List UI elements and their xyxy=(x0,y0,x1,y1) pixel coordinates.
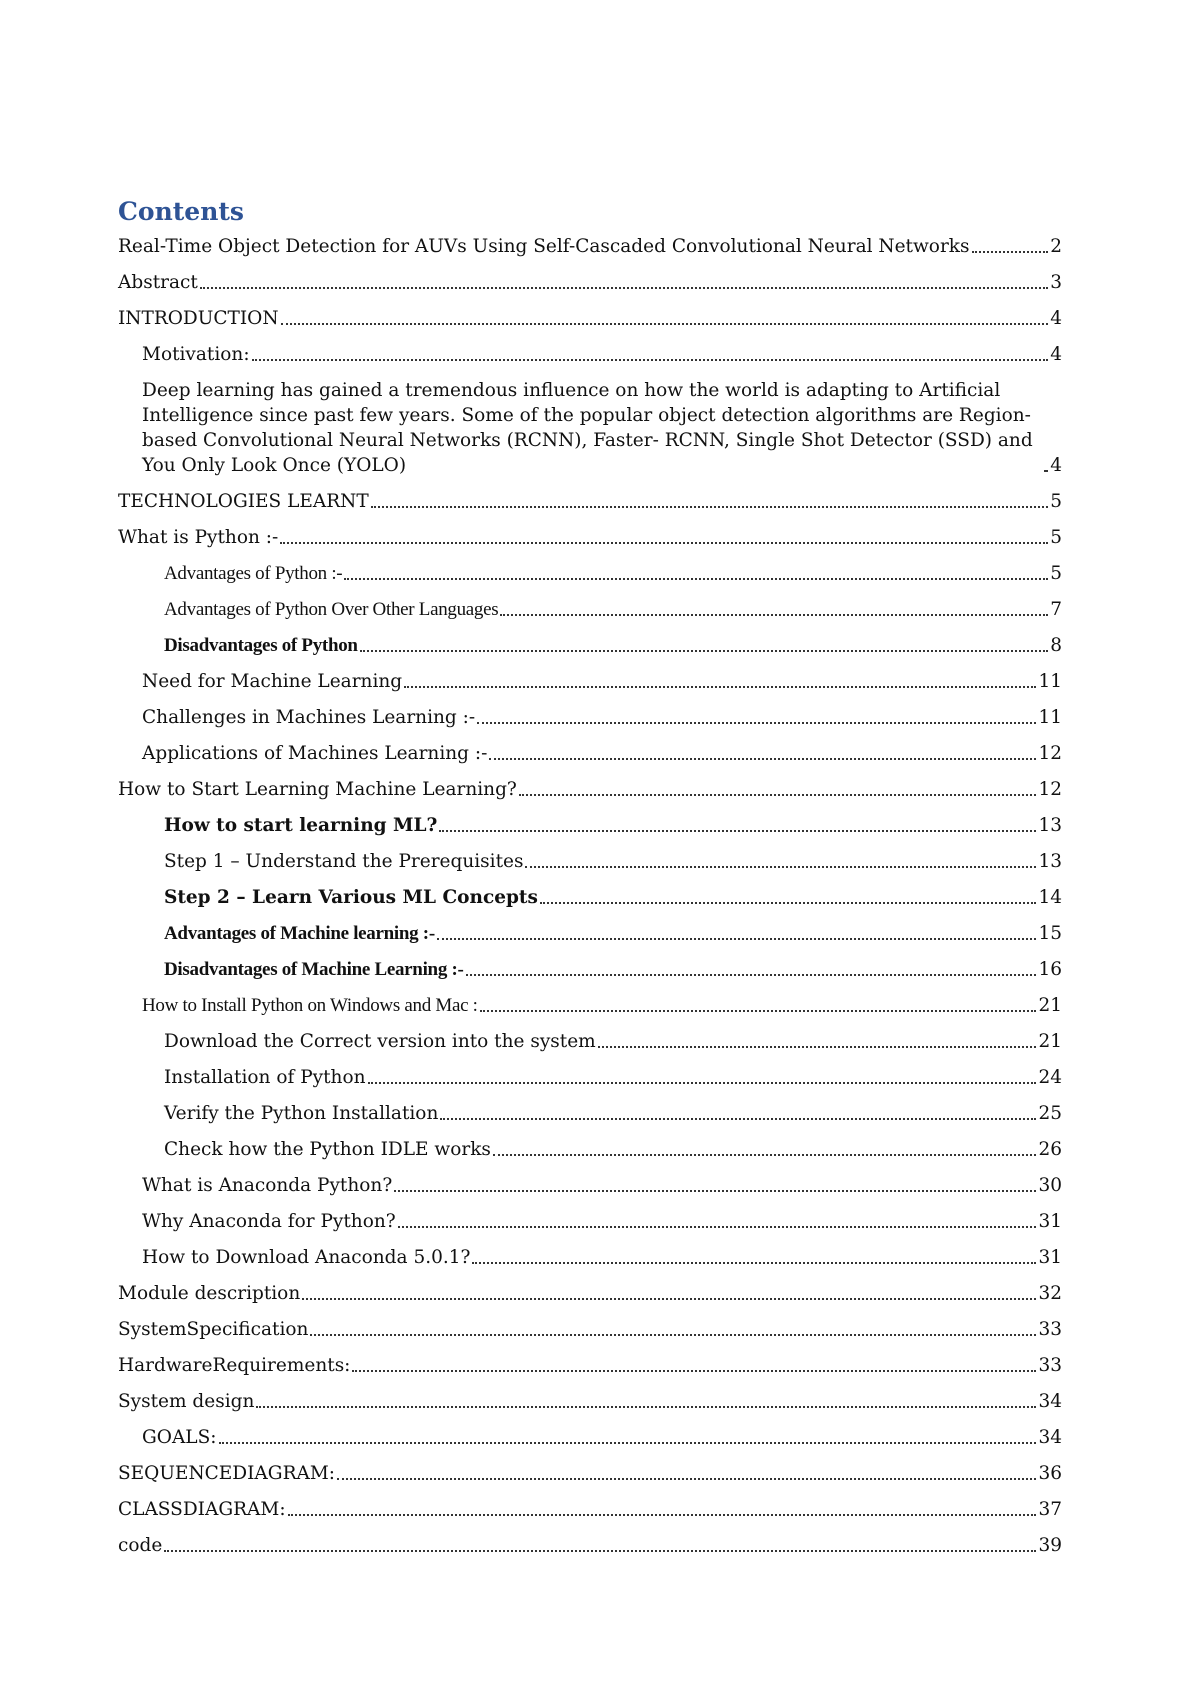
toc-entry-title: How to Start Learning Machine Learning? xyxy=(118,779,517,800)
toc-page-number: 33 xyxy=(1038,1319,1062,1340)
toc-entry-title: System design xyxy=(118,1391,255,1412)
dot-leader xyxy=(500,614,1048,616)
toc-entry-title: Applications of Machines Learning :- xyxy=(142,743,488,764)
toc-entry[interactable] xyxy=(118,957,1062,982)
toc-entry-title: code xyxy=(118,1535,163,1556)
toc-page-number: 13 xyxy=(1038,851,1062,872)
toc-entry[interactable] xyxy=(118,561,1062,586)
toc-page-number: 14 xyxy=(1038,887,1062,908)
toc-page-number: 33 xyxy=(1038,1355,1062,1376)
toc-page-number: 4 xyxy=(1050,455,1062,476)
toc-page-number: 31 xyxy=(1038,1247,1062,1268)
toc-page-number: 36 xyxy=(1038,1463,1062,1484)
toc-entry-title: Step 1 – Understand the Prerequisites xyxy=(164,851,524,872)
toc-page-number: 24 xyxy=(1038,1067,1062,1088)
toc-entry[interactable] xyxy=(118,705,1062,730)
toc-page-number: 30 xyxy=(1038,1175,1062,1196)
toc-page-number: 12 xyxy=(1038,779,1062,800)
toc-entry[interactable] xyxy=(118,813,1062,838)
dot-leader xyxy=(598,1046,1037,1048)
dot-leader xyxy=(281,323,1049,325)
dot-leader xyxy=(519,794,1037,796)
toc-page-number: 32 xyxy=(1038,1283,1062,1304)
toc-page-number: 2 xyxy=(1050,236,1062,257)
toc-entry[interactable] xyxy=(118,669,1062,694)
toc-page-number: 4 xyxy=(1050,344,1062,365)
toc-entry[interactable] xyxy=(118,306,1062,331)
toc-entry[interactable] xyxy=(118,1137,1062,1162)
dot-leader xyxy=(525,866,1036,868)
toc-entry-title: SEQUENCEDIAGRAM: xyxy=(118,1463,336,1484)
toc-entry[interactable] xyxy=(118,1245,1062,1270)
toc-entry-title: HardwareRequirements: xyxy=(118,1355,351,1376)
toc-page-number: 12 xyxy=(1038,743,1062,764)
toc-page-number: 8 xyxy=(1050,635,1062,656)
toc-entry[interactable] xyxy=(118,378,1062,478)
dot-leader xyxy=(352,1370,1036,1372)
toc-entry-title: Deep learning has gained a tremendous influence on how the world is adapting to Artificial Intelligence since past few years. Some of the popular object detection algorithms are Region-based Convolutional Neural Networks (RCNN), Faster- RCNN, Single Shot Detector (SSD) and You Only Look Once (YOLO) xyxy=(142,380,1033,476)
toc-heading: Contents xyxy=(118,197,245,226)
dot-leader xyxy=(404,686,1036,688)
toc-entry-title: TECHNOLOGIES LEARNT xyxy=(118,491,369,512)
toc-page-number: 13 xyxy=(1038,815,1062,836)
dot-leader xyxy=(302,1298,1036,1300)
dot-leader xyxy=(256,1406,1036,1408)
toc-entry[interactable] xyxy=(118,921,1062,946)
toc-page-number: 21 xyxy=(1038,995,1062,1016)
toc-entry-title: Abstract xyxy=(118,272,198,293)
dot-leader xyxy=(219,1442,1037,1444)
toc-entry[interactable] xyxy=(118,741,1062,766)
dot-leader xyxy=(200,287,1048,289)
toc-entry[interactable] xyxy=(118,525,1062,550)
toc-entry[interactable] xyxy=(118,234,1062,259)
toc-page-number: 34 xyxy=(1038,1427,1062,1448)
toc-entry-title: Advantages of Machine learning :- xyxy=(164,923,435,944)
toc-entry-title: CLASSDIAGRAM: xyxy=(118,1499,286,1520)
toc-entry[interactable] xyxy=(118,885,1062,910)
toc-entry-title: Challenges in Machines Learning :- xyxy=(142,707,476,728)
toc-entry-title: How to start learning ML? xyxy=(164,815,438,836)
toc-entry[interactable] xyxy=(118,1497,1062,1522)
toc-entry-title: Disadvantages of Python xyxy=(164,635,358,656)
toc-page-number: 37 xyxy=(1038,1499,1062,1520)
toc-entry-title: SystemSpecification xyxy=(118,1319,309,1340)
toc-entry[interactable] xyxy=(118,1281,1062,1306)
dot-leader xyxy=(540,902,1037,904)
toc-entry-title: Verify the Python Installation xyxy=(164,1103,439,1124)
toc-page-number: 34 xyxy=(1038,1391,1062,1412)
toc-entry-title: Real-Time Object Detection for AUVs Using Self-Cascaded Convolutional Neural Networks xyxy=(118,236,970,257)
toc-entry-title: Motivation: xyxy=(142,344,250,365)
toc-entry-title: Module description xyxy=(118,1283,301,1304)
toc-entry[interactable] xyxy=(118,1101,1062,1126)
toc-entry-title: INTRODUCTION xyxy=(118,308,279,329)
toc-entry[interactable] xyxy=(118,1461,1062,1486)
dot-leader xyxy=(466,974,1037,976)
toc-entry[interactable] xyxy=(118,633,1062,658)
toc-entry-title: Need for Machine Learning xyxy=(142,671,403,692)
toc-entry-title: Advantages of Python :- xyxy=(164,563,343,584)
toc-entry[interactable] xyxy=(118,993,1062,1018)
dot-leader xyxy=(252,359,1049,361)
toc-page-number: 31 xyxy=(1038,1211,1062,1232)
toc-entry[interactable] xyxy=(118,1317,1062,1342)
dot-leader xyxy=(493,1154,1037,1156)
toc-entry-title: What is Anaconda Python? xyxy=(142,1175,393,1196)
dot-leader xyxy=(480,1010,1037,1012)
dot-leader xyxy=(344,578,1048,580)
toc-entry-title: GOALS: xyxy=(142,1427,217,1448)
toc-page-number: 11 xyxy=(1038,671,1062,692)
toc-page-number: 5 xyxy=(1050,527,1062,548)
toc-entry[interactable] xyxy=(118,1209,1062,1234)
toc-page-number: 15 xyxy=(1038,923,1062,944)
dot-leader xyxy=(440,1118,1036,1120)
toc-page-number: 7 xyxy=(1050,599,1062,620)
toc-entry[interactable] xyxy=(118,1173,1062,1198)
dot-leader xyxy=(972,251,1049,253)
toc-page-number: 11 xyxy=(1038,707,1062,728)
toc-entry[interactable] xyxy=(118,270,1062,295)
toc-page-number: 39 xyxy=(1038,1535,1062,1556)
toc-page-number: 16 xyxy=(1038,959,1062,980)
toc-entry-title: Download the Correct version into the system xyxy=(164,1031,596,1052)
toc-page-number: 3 xyxy=(1050,272,1062,293)
dot-leader xyxy=(164,1550,1036,1552)
toc-entry[interactable] xyxy=(118,489,1062,514)
dot-leader xyxy=(1044,470,1048,472)
dot-leader xyxy=(368,1082,1037,1084)
toc-page-number: 25 xyxy=(1038,1103,1062,1124)
toc-page-number: 21 xyxy=(1038,1031,1062,1052)
toc-entry-title: What is Python :- xyxy=(118,527,279,548)
toc-page-number: 26 xyxy=(1038,1139,1062,1160)
toc-entry-title: How to Download Anaconda 5.0.1? xyxy=(142,1247,471,1268)
toc-entry[interactable] xyxy=(118,1533,1062,1558)
dot-leader xyxy=(337,1478,1036,1480)
dot-leader xyxy=(472,1262,1036,1264)
dot-leader xyxy=(280,542,1048,544)
toc-entry[interactable] xyxy=(118,1425,1062,1450)
toc-entry-title: Check how the Python IDLE works xyxy=(164,1139,491,1160)
dot-leader xyxy=(310,1334,1036,1336)
dot-leader xyxy=(489,758,1036,760)
toc-entry[interactable] xyxy=(118,777,1062,802)
dot-leader xyxy=(437,938,1037,940)
toc-page-number: 5 xyxy=(1050,491,1062,512)
table-of-contents xyxy=(118,234,1062,1558)
dot-leader xyxy=(477,722,1036,724)
toc-entry-title: Advantages of Python Over Other Languages xyxy=(164,599,499,620)
toc-page-number: 4 xyxy=(1050,308,1062,329)
toc-entry-title: Disadvantages of Machine Learning :- xyxy=(164,959,464,980)
toc-entry[interactable] xyxy=(118,597,1062,622)
toc-entry-title: Why Anaconda for Python? xyxy=(142,1211,396,1232)
dot-leader xyxy=(439,830,1036,832)
document-page xyxy=(118,196,1062,1569)
dot-leader xyxy=(288,1514,1037,1516)
dot-leader xyxy=(398,1226,1037,1228)
toc-entry-title: Installation of Python xyxy=(164,1067,366,1088)
toc-entry[interactable] xyxy=(118,1029,1062,1054)
toc-entry[interactable] xyxy=(118,1389,1062,1414)
toc-entry[interactable] xyxy=(118,849,1062,874)
toc-entry[interactable] xyxy=(118,342,1062,367)
dot-leader xyxy=(360,650,1049,652)
dot-leader xyxy=(371,506,1049,508)
dot-leader xyxy=(394,1190,1036,1192)
toc-entry-title: How to Install Python on Windows and Mac : xyxy=(142,995,478,1016)
toc-entry[interactable] xyxy=(118,1353,1062,1378)
toc-page-number: 5 xyxy=(1050,563,1062,584)
toc-entry-title: Step 2 – Learn Various ML Concepts xyxy=(164,887,538,908)
toc-entry[interactable] xyxy=(118,1065,1062,1090)
